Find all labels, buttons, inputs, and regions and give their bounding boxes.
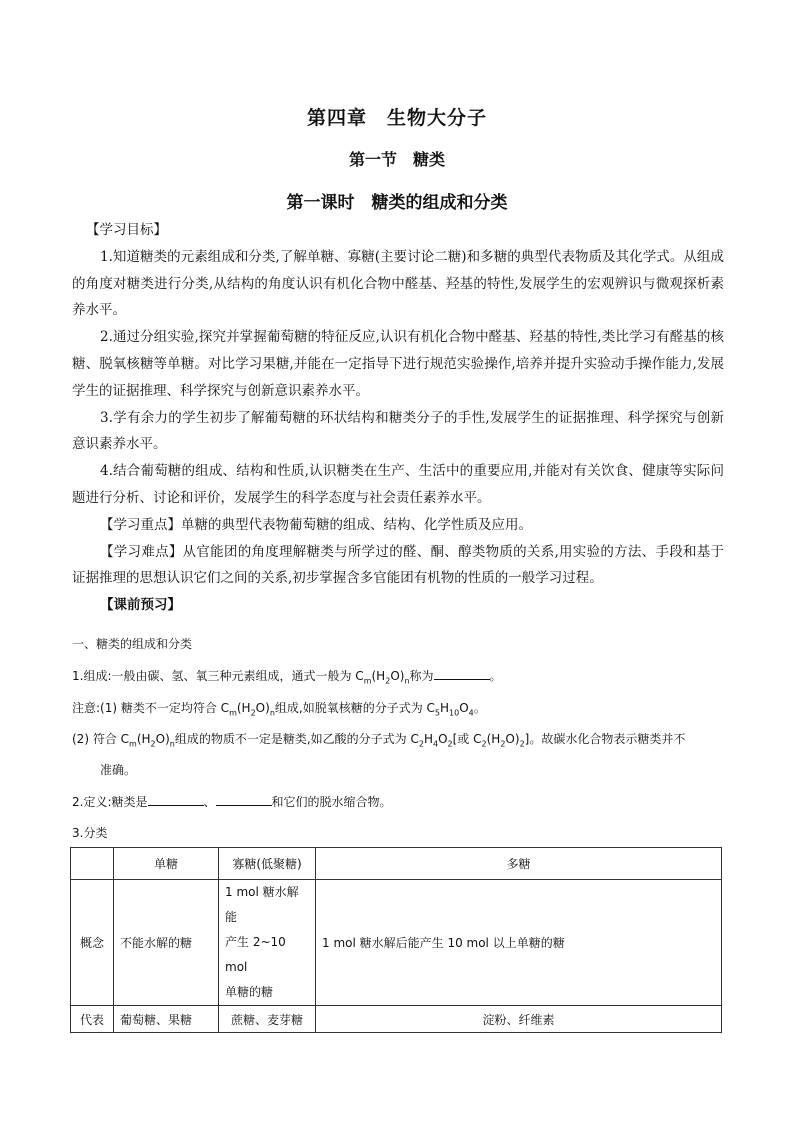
composition-text: 。: [489, 669, 502, 683]
formula-part: (H: [486, 732, 501, 746]
note2-continuation: [100, 760, 760, 780]
formula-sub: 10: [449, 708, 460, 718]
preview-block: [72, 634, 732, 654]
definition-text: 2.定义:糖类是: [72, 795, 148, 809]
objective-item: 2.通过分组实验,探究并掌握葡萄糖的特征反应,认识有机化合物中醛基、羟基的特性,类比学习有醛基的核糖、脱氧核糖等单糖。对比学习果糖,并能在一定指导下进行规范实验操作,培养并提升实验动手操作能力,发展学生的证据推理、科学探究与创新意识素养水平。: [72, 329, 724, 399]
objectives-label: 【学习目标】: [86, 222, 167, 238]
table-cell: 蔗糖、麦芽糖: [219, 1006, 316, 1033]
table-row: [71, 1006, 722, 1033]
cell-line: 产生 2~10 mol: [225, 935, 286, 974]
table-header: 多糖: [316, 848, 722, 880]
note-text: 组成的物质不一定是糖类,如乙酸的分子式为 C: [174, 732, 419, 746]
difficulty-text: 从官能团的角度理解糖类与所学过的醛、酮、醇类物质的关系,用实验的方法、手段和基于证据推理的思想认识它们之间的关系,初步掌握含多官能团有机物的性质的一般学习过程。: [72, 543, 725, 587]
note-text: [或 C: [452, 732, 482, 746]
classification-text: 3.分类: [72, 826, 108, 840]
formula-sub: n: [269, 708, 275, 718]
formula-sub: m: [363, 676, 372, 686]
section-heading: 一、糖类的组成和分类: [72, 637, 193, 651]
composition-text: 称为: [409, 669, 434, 683]
formula-sub: m: [229, 708, 237, 718]
table-cell: 概念: [71, 880, 114, 1006]
formula-sub: 4: [432, 739, 439, 749]
formula-sub: 2: [250, 708, 256, 718]
formula-sub: m: [129, 739, 137, 749]
formula-part: H: [423, 732, 433, 746]
note-text: ]。故碳水化合物表示糖类并不: [524, 732, 686, 746]
table-cell: [219, 880, 316, 1006]
preview-label: 【课前预习】: [100, 597, 181, 614]
note2-line: [72, 729, 732, 754]
formula-sub: 2: [500, 739, 506, 749]
formula-sub: 5: [434, 708, 440, 718]
formula-part: O): [155, 732, 170, 746]
formula-sub: 2: [418, 739, 424, 749]
formula-sub: 2: [481, 739, 487, 749]
composition-text: 1.组成:一般由碳、氢、氧三种元素组成，通式一般为 C: [72, 669, 364, 683]
table-cell: 葡萄糖、果糖: [114, 1006, 219, 1033]
formula-part: O: [438, 732, 448, 746]
table-header-row: [71, 848, 722, 880]
note-text: (2) 符合 C: [72, 732, 130, 746]
formula-part: O: [459, 701, 469, 715]
formula-part: (H: [136, 732, 151, 746]
classification-heading: [72, 823, 732, 843]
definition-line: [72, 792, 732, 812]
classification-table: [70, 847, 722, 1033]
section-title: 第一节 糖类: [348, 150, 445, 169]
formula-sub: 2: [519, 739, 525, 749]
key-point-text: 单糖的典型代表物葡萄糖的组成、结构、化学性质及应用。: [181, 516, 532, 533]
definition-text: 和它们的脱水缩合物。: [271, 795, 392, 809]
table-cell: 代表: [71, 1006, 114, 1033]
formula-part: (H: [371, 669, 386, 683]
difficulty-label: 【学习难点】: [100, 543, 183, 560]
table-cell: 1 mol 糖水解后能产生 10 mol 以上单糖的糖: [316, 880, 722, 1006]
formula-part: O): [390, 669, 405, 683]
formula-sub: 4: [468, 708, 474, 718]
lesson-title: 第一课时 糖类的组成和分类: [286, 193, 508, 213]
chapter-title: 第四章 生物大分子: [306, 107, 487, 129]
formula-part: (H: [236, 701, 251, 715]
note-text: 。: [473, 701, 486, 715]
formula-sub: n: [404, 676, 410, 686]
answer-blank[interactable]: [434, 667, 490, 680]
objective-item: 3.学有余力的学生初步了解葡萄糖的环状结构和糖类分子的手性,发展学生的证据推理、科学探究与创新意识素养水平。: [72, 409, 724, 453]
objectives-block: [72, 217, 724, 619]
key-point: [72, 512, 724, 539]
table-cell: 淀粉、纤维素: [316, 1006, 722, 1033]
cell-line: 1 mol 糖水解能: [225, 885, 299, 924]
answer-blank[interactable]: [216, 793, 272, 806]
table-row: [71, 880, 722, 1006]
definition-text: 、: [203, 795, 216, 809]
formula-part: O): [505, 732, 520, 746]
note-text: 准确。: [100, 763, 137, 777]
objective-item: 4.结合葡萄糖的组成、结构和性质,认识糖类在生产、生活中的重要应用,并能对有关饮食、健康等实际问题进行分析、讨论和评价，发展学生的科学态度与社会责任素养水平。: [72, 463, 724, 506]
formula-sub: 2: [150, 739, 156, 749]
note-text: 组成,如脱氧核糖的分子式为 C: [274, 701, 435, 715]
formula-sub: 2: [385, 676, 391, 686]
key-point-label: 【学习重点】: [100, 516, 181, 533]
table-header: 单糖: [114, 848, 219, 880]
note-text: 注意:(1) 糖类不一定均符合 C: [72, 701, 230, 715]
note1-line: [72, 698, 732, 723]
formula-sub: 2: [447, 739, 453, 749]
objective-item: 1.知道糖类的元素组成和分类,了解单糖、寡糖(主要讨论二糖)和多糖的典型代表物质及其化学式。从组成的角度对糖类进行分类,从结构的角度认识有机化合物中醛基、羟基的特性,发展学生的宏观辨识与微观探析素养水平。: [72, 248, 724, 319]
table-cell: 不能水解的糖: [114, 880, 219, 1006]
cell-line: 单糖的糖: [225, 985, 274, 999]
table-header: 寡糖(低聚糖): [219, 848, 316, 880]
formula-sub: n: [169, 739, 175, 749]
difficulty: [72, 539, 724, 593]
answer-blank[interactable]: [148, 793, 204, 806]
composition-line: [72, 666, 732, 691]
table-header: [71, 848, 114, 880]
formula-part: O): [255, 701, 270, 715]
formula-part: H: [440, 701, 450, 715]
